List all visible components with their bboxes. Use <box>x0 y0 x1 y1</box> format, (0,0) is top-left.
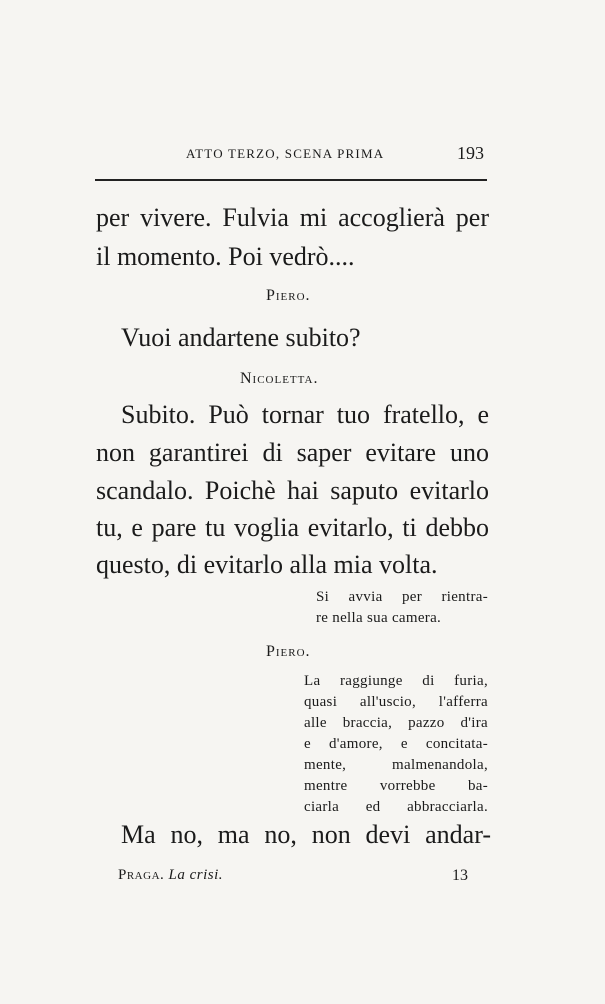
stage-line: ciarla ed abbracciarla. <box>304 799 488 815</box>
body-line: Ma no, ma no, non devi andar- <box>121 820 491 849</box>
stage-line: Si avvia per rientra- <box>316 589 488 605</box>
body-line: non garantirei di saper evitare uno <box>96 438 489 467</box>
body-line: per vivere. Fulvia mi accoglierà per <box>96 203 489 232</box>
stage-direction <box>304 671 488 818</box>
page-number: 193 <box>457 143 484 163</box>
stage-line: quasi all'uscio, l'afferra <box>304 694 488 710</box>
footer-signature-number: 13 <box>452 867 468 884</box>
stage-line: La raggiunge di furia, <box>304 673 488 689</box>
footer-signature-title <box>118 867 223 884</box>
stage-line: re nella sua camera. <box>316 610 442 626</box>
speaker-piero: Piero. <box>266 643 311 660</box>
footer-author: Praga. <box>118 867 165 883</box>
body-line: Subito. Può tornar tuo fratello, e <box>121 400 489 429</box>
body-line: scandalo. Poichè hai saputo evitarlo <box>96 476 489 505</box>
stage-line: mente, malmenandola, <box>304 757 488 773</box>
header-rule <box>95 179 487 181</box>
footer-title: La crisi. <box>168 867 224 883</box>
speaker-nicoletta: Nicoletta. <box>240 370 319 387</box>
stage-line: mentre vorrebbe ba- <box>304 778 488 794</box>
body-line: tu, e pare tu voglia evitarlo, ti debbo <box>96 513 489 542</box>
stage-line: alle braccia, pazzo d'ira <box>304 715 488 731</box>
body-line: questo, di evitarlo alla mia volta. <box>96 550 438 579</box>
body-line: Vuoi andartene subito? <box>121 323 361 352</box>
running-title: ATTO TERZO, SCENA PRIMA <box>186 146 385 161</box>
body-line: il momento. Poi vedrò.... <box>96 242 355 271</box>
stage-line: e d'amore, e concitata- <box>304 736 488 752</box>
speaker-piero: Piero. <box>266 287 311 304</box>
stage-direction <box>316 587 488 629</box>
